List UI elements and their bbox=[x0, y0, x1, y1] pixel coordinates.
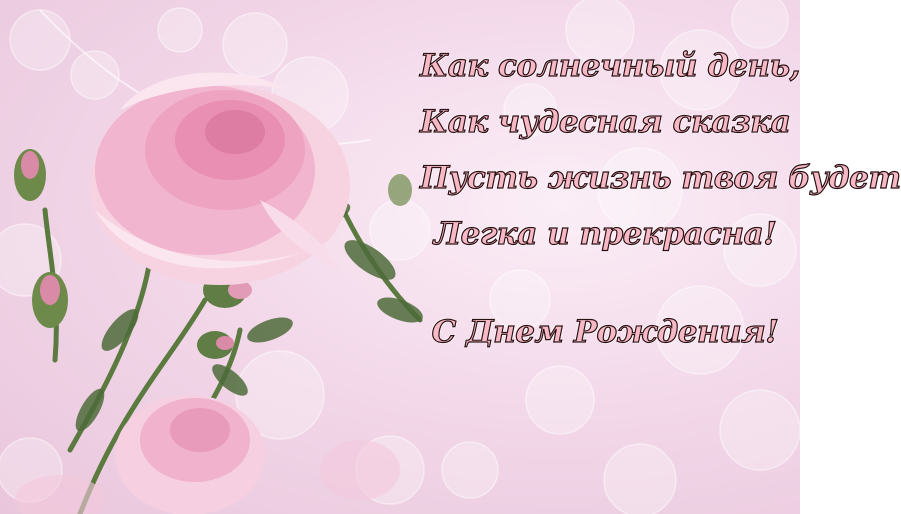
poem-line: Как чудесная сказка bbox=[420, 104, 791, 140]
poem-line: Легка и прекрасна! bbox=[433, 216, 777, 252]
lower-rose bbox=[115, 395, 265, 514]
birthday-greeting: С Днем Рождения! bbox=[431, 314, 779, 350]
main-rose bbox=[90, 73, 350, 285]
poem-line: Пусть жизнь твоя будет bbox=[420, 160, 901, 196]
poem-line: Как солнечный день, bbox=[420, 48, 800, 84]
poem-block bbox=[420, 38, 901, 360]
